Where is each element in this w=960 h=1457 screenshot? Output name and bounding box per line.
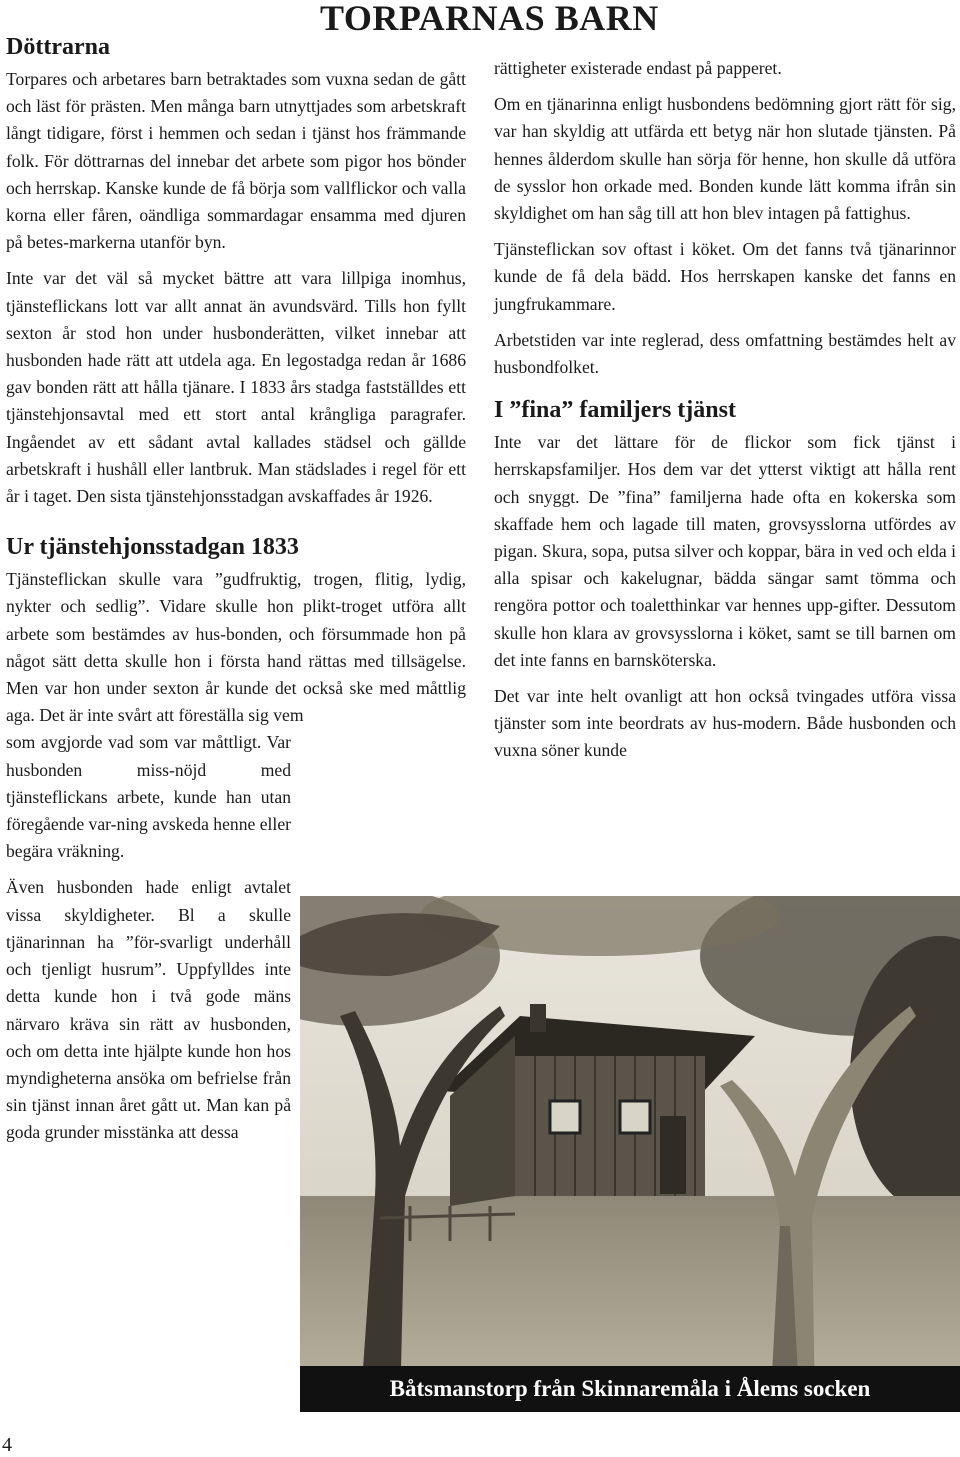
paragraph: Tjänsteflickan sov oftast i köket. Om det fanns två tjänarinnor kunde de få dela bädd. Hos herrskapen kanske det fanns en jungfrukammare. bbox=[494, 239, 956, 314]
page-number: 4 bbox=[2, 1434, 12, 1456]
paragraph: Torpares och arbetares barn betraktades som vuxna sedan de gått och läst för prästen. Men många barn utnyttjades som arbetskraft långt tidigare, först i hemmen och sedan i tjänst hos främmande folk. För döttrarnas del innebar det arbete som pigor hos bönder och herrskap. Kanske kunde de få börja som vallflickor och valla korna eller fåren, oändliga sommardagar ensamma med djuren på betes-markerna utanför byn. bbox=[6, 69, 466, 253]
section-heading-fina-familjer: I ”fina” familjers tjänst bbox=[494, 397, 736, 424]
paragraph: Tjänsteflickan skulle vara ”gudfruktig, trogen, flitig, lydig, nykter och sedlig”. Vidare skulle hon plikt-troget utföra allt arbete som bestämdes av hus-bonden, och försummade hon på något sätt detta skulle hon i första hand rättas med tillsägelse. Men var hon under sexton år kunde det också ske med måttlig aga. Det är inte svårt att föreställa sig vem bbox=[6, 569, 466, 726]
paragraph: Inte var det lättare för de flickor som fick tjänst i herrskapsfamiljer. Hos dem var det ytterst viktigt att hålla rent och snyggt. De ”fina” familjerna hade ofta en kokerska som skaffade hem och lagade till maten, grovsysslorna utfördes av pigan. Skura, sopa, putsa silver och koppar, bära in ved och elda i alla spisar och kakelugnar, bädda sängar samt tömma och rengöra pottor och toaletthinkar var hennes upp-gifter. Dessutom skulle hon klara av grovsysslorna i köket, samt se till barnen om det inte fanns en barnsköterska. bbox=[494, 432, 956, 670]
paragraph: Inte var det väl så mycket bättre att vara lillpiga inomhus, tjänsteflickans lott var allt annat än avundsvärd. Tills hon fyllt sexton år stod hon under husbonderätten, vilket innebar att husbonden hade rätt att utdela aga. En legostadga redan år 1686 gav bonden rätt att hålla tjänare. I 1833 års stadga fastställdes ett tjänstehjonsavtal med ett stort antal krångliga paragrafer. Ingåendet av ett sådant avtal kallades städsel och gällde arbetskraft i hushåll eller lantbruk. Man städslades i regel för ett år i taget. Den sista tjänstehjonsstadgan avskaffades år 1926. bbox=[6, 268, 466, 507]
paragraph: som avgjorde vad som var måttligt. Var husbonden miss-nöjd med tjänsteflickans arbete, kunde han utan föregående var-ning avskeda henne eller begära vräkning. bbox=[6, 732, 291, 862]
section-heading-stadgan: Ur tjänstehjonsstadgan 1833 bbox=[6, 534, 299, 561]
cottage-photo bbox=[300, 896, 960, 1412]
right-column bbox=[494, 55, 956, 774]
photo-caption: Båtsmanstorp från Skinnaremåla i Ålems socken bbox=[300, 1366, 960, 1412]
paragraph: Det var inte helt ovanligt att hon också tvingades utföra vissa tjänster som inte beordrats av hus-modern. Både husbonden och vuxna söner kunde bbox=[494, 686, 956, 761]
section-heading-dottrarna: Döttrarna bbox=[6, 34, 110, 60]
paragraph: Även husbonden hade enligt avtalet vissa skyldigheter. Bl a skulle tjänarinnan ha ”för-svarligt underhåll och tjenligt husrum”. Uppfylldes inte detta kunde hon i två gode mäns närvaro kräva sin rätt av husbonden, och om detta inte hjälpte kunde hon hos myndigheterna ansöka om befrielse från sin tjänst innan året gått ut. Man kan på goda grunder misstänka att dessa bbox=[6, 877, 291, 1143]
paragraph: Om en tjänarinna enligt husbondens bedömning gjort rätt för sig, var han skyldig att utfärda ett betyg när hon slutade tjänsten. På hennes ålderdom skulle han sörja för henne, hon skulle då utföra de sysslor hon orkade med. Bonden kunde lätt komma ifrån sin skyldighet om han såg till att hon blev intagen på fattighus. bbox=[494, 94, 956, 224]
page-title: TORPARNAS BARN bbox=[320, 0, 659, 38]
paragraph: Arbetstiden var inte reglerad, dess omfattning bestämdes helt av husbondfolket. bbox=[494, 329, 956, 378]
paragraph: rättigheter existerade endast på papperet. bbox=[494, 58, 782, 78]
